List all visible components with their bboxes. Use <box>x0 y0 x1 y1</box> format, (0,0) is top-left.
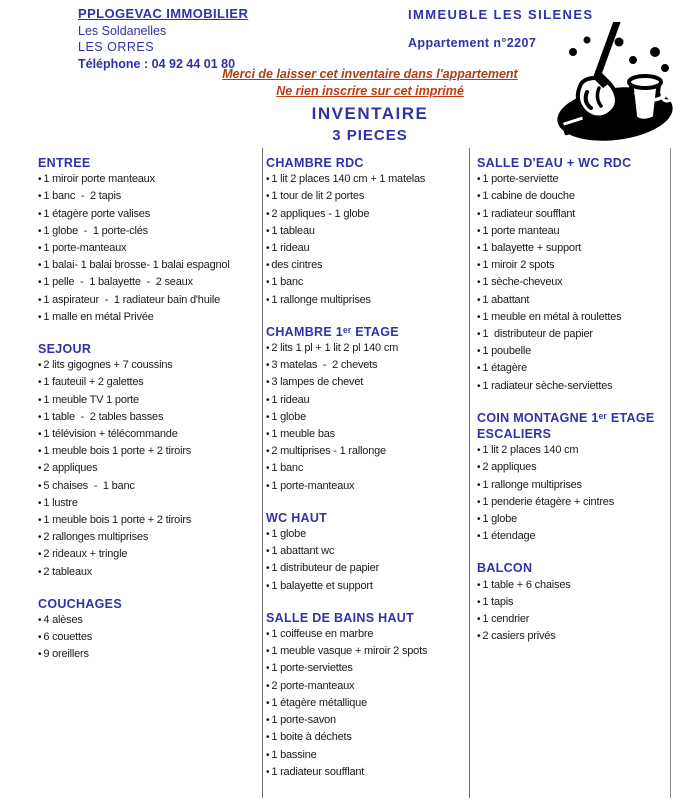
section-heading: SEJOUR <box>38 342 92 357</box>
section-heading: BALCON <box>477 561 533 576</box>
list-item-text: 1 tour de lit 2 portes <box>271 190 365 203</box>
list-item <box>477 292 669 309</box>
column-divider-3 <box>670 148 671 798</box>
bullet-icon: • <box>38 446 42 458</box>
agency-phone: Téléphone : 04 92 44 01 80 <box>78 56 236 71</box>
list-item-text: 1 cendrier <box>482 613 530 626</box>
bullet-icon: • <box>38 360 42 372</box>
list-item-text: 1 étagère <box>482 362 527 375</box>
list-item <box>266 374 464 391</box>
list-item <box>38 257 256 274</box>
inventory-column-2 <box>266 155 464 796</box>
list-item-text: 1 coiffeuse en marbre <box>271 628 374 641</box>
list-item-text: 1 malle en métal Privée <box>43 310 154 323</box>
bullet-icon: • <box>477 208 481 220</box>
list-item <box>477 511 669 528</box>
list-item <box>38 374 256 391</box>
list-item <box>266 340 464 357</box>
list-item <box>266 543 464 560</box>
list-item <box>477 360 669 377</box>
bullet-icon: • <box>477 596 481 608</box>
list-item-text: 1 penderie étagère + cintres <box>482 495 614 508</box>
list-item <box>477 378 669 395</box>
bullet-icon: • <box>477 311 481 323</box>
list-item <box>38 426 256 443</box>
list-item <box>38 274 256 291</box>
bullet-icon: • <box>266 749 270 761</box>
bullet-icon: • <box>38 191 42 203</box>
section-item-list <box>477 442 669 545</box>
inventory-section <box>38 596 256 664</box>
column-divider-1 <box>262 148 263 798</box>
inventory-column-3 <box>477 155 669 660</box>
list-item <box>477 577 669 594</box>
bullet-icon: • <box>266 174 270 186</box>
bullet-icon: • <box>38 243 42 255</box>
list-item <box>38 240 256 257</box>
list-item-text: 2 appliques - 1 globe <box>271 207 370 220</box>
section-item-list <box>266 340 464 495</box>
list-item-text: 1 rideau <box>271 242 310 255</box>
list-item <box>477 459 669 476</box>
notice-do-not-write: Ne rien inscrire sur cet imprimé <box>276 84 464 98</box>
building-name: IMMEUBLE LES SILENES <box>408 7 594 22</box>
bullet-icon: • <box>477 479 481 491</box>
bullet-icon: • <box>38 632 42 644</box>
list-item <box>477 326 669 343</box>
list-item-text: 1 miroir 2 spots <box>482 259 555 272</box>
list-item <box>266 392 464 409</box>
list-item-text: 2 multiprises - 1 rallonge <box>271 445 386 458</box>
list-item-text: 2 appliques <box>482 461 537 474</box>
list-item-text: 1 sèche-cheveux <box>482 276 563 289</box>
list-item <box>266 188 464 205</box>
section-item-list <box>38 357 256 581</box>
list-item <box>266 292 464 309</box>
bullet-icon: • <box>477 260 481 272</box>
list-item-text: 1 globe - 1 porte-clés <box>43 224 148 237</box>
bullet-icon: • <box>266 546 270 558</box>
bullet-icon: • <box>477 380 481 392</box>
list-item-text: 1 meuble en métal à roulettes <box>482 310 622 323</box>
list-item <box>38 292 256 309</box>
column-divider-2 <box>469 148 470 798</box>
bullet-icon: • <box>38 429 42 441</box>
list-item <box>38 223 256 240</box>
section-heading: SALLE D'EAU + WC RDC <box>477 156 632 170</box>
list-item <box>38 612 256 629</box>
list-item-text: 1 meuble bois 1 porte + 2 tiroirs <box>43 445 192 458</box>
bullet-icon: • <box>477 631 481 643</box>
list-item <box>38 478 256 495</box>
list-item-text: 2 appliques <box>43 462 98 475</box>
center-block <box>130 66 610 144</box>
list-item-text: 1 aspirateur - 1 radiateur bain d'huile <box>43 293 221 306</box>
bullet-icon: • <box>477 496 481 508</box>
agency-city: LES ORRES <box>78 40 155 54</box>
bullet-icon: • <box>477 462 481 474</box>
bullet-icon: • <box>266 697 270 709</box>
list-item-text: 1 table - 2 tables basses <box>43 410 164 423</box>
list-item-text: 1 abattant <box>482 293 530 306</box>
list-item <box>38 629 256 646</box>
bullet-icon: • <box>266 563 270 575</box>
list-item-text: 1 radiateur sèche-serviettes <box>482 379 613 392</box>
notice-keep-inventory: Merci de laisser cet inventaire dans l'appartement <box>222 67 518 81</box>
bullet-icon: • <box>38 532 42 544</box>
list-item-text: des cintres <box>271 259 323 272</box>
list-item-text: 1 distributeur de papier <box>271 562 380 575</box>
list-item-text: 1 radiateur soufflant <box>271 765 365 778</box>
list-item <box>38 409 256 426</box>
apartment-number: Appartement n°2207 <box>408 36 537 50</box>
bullet-icon: • <box>477 514 481 526</box>
list-item <box>266 660 464 677</box>
list-item-text: 1 balayette + support <box>482 242 582 255</box>
list-item <box>266 478 464 495</box>
bullet-icon: • <box>38 225 42 237</box>
bullet-icon: • <box>266 680 270 692</box>
list-item <box>38 529 256 546</box>
inventory-section <box>38 341 256 581</box>
bullet-icon: • <box>477 294 481 306</box>
bullet-icon: • <box>266 343 270 355</box>
list-item-text: 1 distributeur de papier <box>482 328 593 341</box>
list-item-text: 1 bassine <box>271 748 317 761</box>
list-item-text: 5 chaises - 1 banc <box>43 479 135 492</box>
bullet-icon: • <box>266 208 270 220</box>
list-item-text: 1 rallonge multiprises <box>271 293 371 306</box>
bullet-icon: • <box>266 260 270 272</box>
list-item <box>266 409 464 426</box>
bullet-icon: • <box>266 480 270 492</box>
list-item <box>477 494 669 511</box>
bullet-icon: • <box>266 732 270 744</box>
inventory-section <box>266 155 464 309</box>
list-item <box>477 628 669 645</box>
agency-residence: Les Soldanelles <box>78 23 167 38</box>
list-item <box>266 729 464 746</box>
bullet-icon: • <box>477 363 481 375</box>
bullet-icon: • <box>38 480 42 492</box>
bullet-icon: • <box>38 311 42 323</box>
list-item-text: 1 rallonge multiprises <box>482 478 582 491</box>
list-item-text: 1 télévision + télécommande <box>43 428 178 441</box>
list-item <box>38 392 256 409</box>
section-heading: WC HAUT <box>266 510 328 525</box>
list-item <box>266 695 464 712</box>
list-item <box>477 442 669 459</box>
list-item <box>477 188 669 205</box>
list-item <box>266 223 464 240</box>
list-item <box>38 564 256 581</box>
inventory-section <box>266 510 464 595</box>
bullet-icon: • <box>477 243 481 255</box>
list-item-text: 1 pelle - 1 balayette - 2 seaux <box>43 276 193 289</box>
list-item-text: 2 rallonges multiprises <box>43 531 149 544</box>
list-item <box>477 611 669 628</box>
bullet-icon: • <box>38 394 42 406</box>
inventory-section <box>477 410 669 546</box>
list-item <box>477 171 669 188</box>
list-item-text: 4 alèses <box>43 614 83 627</box>
list-item <box>38 171 256 188</box>
list-item-text: 1 balayette et support <box>271 579 373 592</box>
bullet-icon: • <box>477 346 481 358</box>
bullet-icon: • <box>38 463 42 475</box>
list-item-text: 1 lit 2 places 140 cm + 1 matelas <box>271 173 426 186</box>
list-item-text: 1 globe <box>271 528 307 541</box>
list-item-text: 2 tableaux <box>43 565 93 578</box>
list-item <box>266 526 464 543</box>
list-item <box>266 643 464 660</box>
bullet-icon: • <box>266 294 270 306</box>
bullet-icon: • <box>477 174 481 186</box>
list-item-text: 1 abattant wc <box>271 545 335 558</box>
list-item-text: 1 porte-manteaux <box>271 479 355 492</box>
bullet-icon: • <box>266 446 270 458</box>
bullet-icon: • <box>477 579 481 591</box>
bullet-icon: • <box>38 294 42 306</box>
list-item-text: 1 fauteuil + 2 galettes <box>43 376 144 389</box>
bullet-icon: • <box>38 615 42 627</box>
list-item-text: 1 porte manteau <box>482 224 560 237</box>
list-item <box>38 206 256 223</box>
list-item <box>38 188 256 205</box>
list-item-text: 1 banc <box>271 462 304 475</box>
bullet-icon: • <box>38 649 42 661</box>
list-item-text: 1 globe <box>271 410 307 423</box>
list-item-text: 1 porte-serviettes <box>271 662 353 675</box>
list-item <box>38 309 256 326</box>
list-item <box>266 747 464 764</box>
list-item <box>266 460 464 477</box>
bullet-icon: • <box>266 529 270 541</box>
list-item <box>477 528 669 545</box>
list-item-text: 1 porte-manteaux <box>43 242 127 255</box>
list-item <box>477 274 669 291</box>
list-item-text: 2 lits 1 pl + 1 lit 2 pl 140 cm <box>271 342 399 355</box>
list-item <box>477 257 669 274</box>
list-item-text: 1 tableau <box>271 224 315 237</box>
list-item <box>477 594 669 611</box>
list-item <box>266 560 464 577</box>
bullet-icon: • <box>38 277 42 289</box>
bullet-icon: • <box>477 329 481 341</box>
list-item-text: 3 lampes de chevet <box>271 376 364 389</box>
list-item <box>477 343 669 360</box>
list-item-text: 2 porte-manteaux <box>271 679 355 692</box>
page-title: INVENTAIRE <box>311 104 429 123</box>
inventory-section <box>477 560 669 645</box>
list-item-text: 1 balai- 1 balai brosse- 1 balai espagnol <box>43 259 230 272</box>
bullet-icon: • <box>38 260 42 272</box>
page-subtitle: 3 PIECES <box>332 127 408 144</box>
bullet-icon: • <box>266 277 270 289</box>
agency-block <box>78 6 248 72</box>
section-heading: COUCHAGES <box>38 596 122 611</box>
inventory-section <box>38 155 256 326</box>
list-item-text: 1 poubelle <box>482 345 532 358</box>
list-item-text: 9 oreillers <box>43 648 89 661</box>
section-item-list <box>266 171 464 309</box>
list-item <box>266 240 464 257</box>
list-item-text: 1 étagère porte valises <box>43 207 151 220</box>
list-item-text: 1 étagère métallique <box>271 696 367 709</box>
bullet-icon: • <box>266 191 270 203</box>
list-item <box>477 309 669 326</box>
list-item-text: 2 casiers privés <box>482 630 556 643</box>
list-item <box>477 206 669 223</box>
list-item <box>266 626 464 643</box>
list-item-text: 1 miroir porte manteaux <box>43 173 155 186</box>
list-item <box>266 206 464 223</box>
section-heading: CHAMBRE RDC <box>266 156 364 170</box>
bullet-icon: • <box>38 515 42 527</box>
section-item-list <box>38 612 256 664</box>
bullet-icon: • <box>38 497 42 509</box>
list-item <box>38 443 256 460</box>
bullet-icon: • <box>266 463 270 475</box>
bullet-icon: • <box>266 411 270 423</box>
list-item <box>266 171 464 188</box>
list-item-text: 1 meuble TV 1 porte <box>43 393 139 406</box>
section-heading-line2: ESCALIERS <box>477 427 552 442</box>
list-item-text: 2 rideaux + tringle <box>43 548 128 561</box>
inventory-column-1 <box>38 155 256 679</box>
agency-name: PPLOGEVAC IMMOBILIER <box>78 6 249 21</box>
bullet-icon: • <box>266 243 270 255</box>
bullet-icon: • <box>266 429 270 441</box>
list-item-text: 1 meuble vasque + miroir 2 spots <box>271 645 428 658</box>
list-item-text: 1 porte-serviette <box>482 173 559 186</box>
list-item <box>38 357 256 374</box>
list-item-text: 2 lits gigognes + 7 coussins <box>43 359 173 372</box>
bullet-icon: • <box>477 191 481 203</box>
bullet-icon: • <box>477 531 481 543</box>
bullet-icon: • <box>266 360 270 372</box>
bullet-icon: • <box>266 663 270 675</box>
list-item-text: 3 matelas - 2 chevets <box>271 359 378 372</box>
section-item-list <box>266 626 464 781</box>
bullet-icon: • <box>266 766 270 778</box>
list-item <box>266 712 464 729</box>
list-item <box>266 357 464 374</box>
bullet-icon: • <box>38 549 42 561</box>
bullet-icon: • <box>266 715 270 727</box>
list-item-text: 1 lit 2 places 140 cm <box>482 444 579 457</box>
bullet-icon: • <box>266 580 270 592</box>
list-item <box>38 646 256 663</box>
list-item <box>266 274 464 291</box>
bullet-icon: • <box>477 614 481 626</box>
bullet-icon: • <box>266 629 270 641</box>
list-item-text: 1 boite à déchets <box>271 731 352 744</box>
bullet-icon: • <box>477 225 481 237</box>
list-item <box>477 477 669 494</box>
list-item-text: 1 étendage <box>482 530 536 543</box>
list-item-text: 1 porte-savon <box>271 714 336 727</box>
list-item-text: 1 table + 6 chaises <box>482 578 571 591</box>
section-item-list <box>38 171 256 326</box>
inventory-section <box>477 155 669 395</box>
bullet-icon: • <box>38 174 42 186</box>
list-item <box>38 546 256 563</box>
bullet-icon: • <box>266 225 270 237</box>
section-item-list <box>477 577 669 646</box>
inventory-section <box>266 324 464 495</box>
inventory-section <box>266 610 464 781</box>
list-item <box>266 443 464 460</box>
list-item-text: 1 radiateur soufflant <box>482 207 576 220</box>
list-item <box>266 764 464 781</box>
list-item <box>266 578 464 595</box>
bullet-icon: • <box>38 411 42 423</box>
bullet-icon: • <box>266 377 270 389</box>
section-heading: CHAMBRE 1ᵉʳ ETAGE <box>266 324 399 339</box>
list-item-text: 1 meuble bois 1 porte + 2 tiroirs <box>43 514 192 527</box>
bullet-icon: • <box>266 646 270 658</box>
list-item-text: 6 couettes <box>43 631 93 644</box>
bullet-icon: • <box>477 445 481 457</box>
bullet-icon: • <box>266 394 270 406</box>
section-heading: COIN MONTAGNE 1ᵉʳ ETAGE <box>477 410 655 425</box>
list-item-text: 1 banc <box>271 276 304 289</box>
list-item <box>477 240 669 257</box>
list-item <box>266 426 464 443</box>
list-item <box>266 678 464 695</box>
list-item <box>38 460 256 477</box>
list-item-text: 1 banc - 2 tapis <box>43 190 122 203</box>
list-item <box>266 257 464 274</box>
list-item <box>38 495 256 512</box>
list-item-text: 1 lustre <box>43 496 78 509</box>
list-item-text: 1 rideau <box>271 393 310 406</box>
list-item-text: 1 cabine de douche <box>482 190 575 203</box>
list-item-text: 1 meuble bas <box>271 428 335 441</box>
section-item-list <box>477 171 669 395</box>
list-item-text: 1 globe <box>482 513 518 526</box>
section-heading: ENTREE <box>38 156 91 170</box>
bullet-icon: • <box>477 277 481 289</box>
bullet-icon: • <box>38 377 42 389</box>
list-item <box>477 223 669 240</box>
section-item-list <box>266 526 464 595</box>
section-heading: SALLE DE BAINS HAUT <box>266 610 415 625</box>
list-item <box>38 512 256 529</box>
bullet-icon: • <box>38 566 42 578</box>
bullet-icon: • <box>38 208 42 220</box>
list-item-text: 1 tapis <box>482 595 514 608</box>
